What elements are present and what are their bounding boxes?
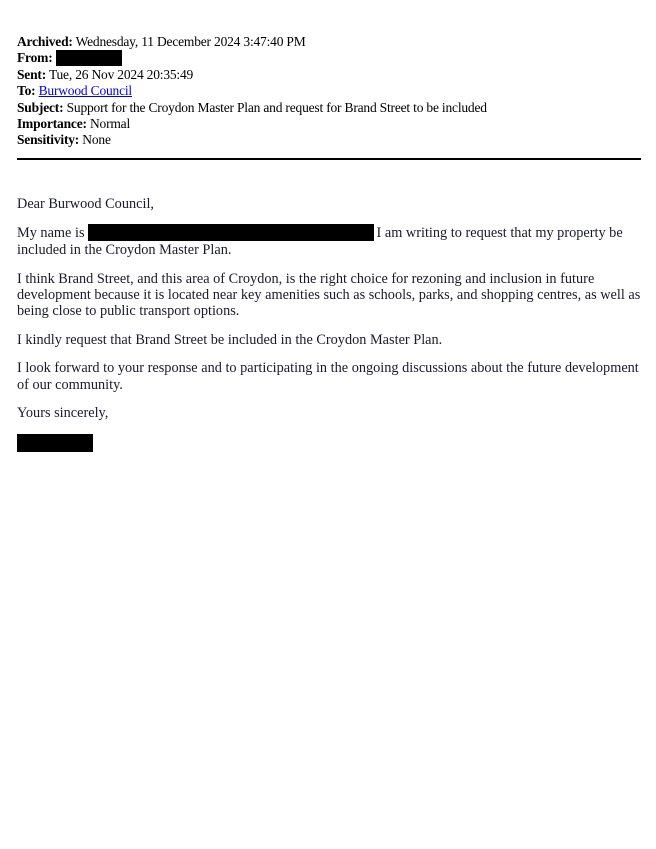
- paragraph-request: I kindly request that Brand Street be included in the Croydon Master Plan.: [17, 331, 443, 348]
- importance-row: [17, 116, 487, 132]
- sent-row: [17, 67, 487, 83]
- sent-label: Sent:: [17, 67, 46, 83]
- paragraph-reason: I think Brand Street, and this area of Croydon, is the right choice for rezoning and inclusion in future development because it is located near key amenities such as schools, parks, and shopping centres, as well as being close to public transport options.: [17, 270, 641, 320]
- header-divider: [17, 158, 641, 160]
- closing: Yours sincerely,: [17, 405, 109, 422]
- from-redaction: [56, 50, 122, 66]
- email-header: [17, 34, 487, 148]
- to-row: [17, 83, 487, 99]
- signature-redaction: [17, 434, 93, 452]
- intro-start: My name is: [17, 224, 85, 241]
- name-redaction: [88, 224, 374, 241]
- paragraph-intro: [17, 225, 643, 258]
- sent-value: Tue, 26 Nov 2024 20:35:49: [48, 67, 194, 83]
- importance-label: Importance:: [17, 115, 87, 131]
- intro-end: I am writing to request that my property be included in the Croydon Master Plan.: [17, 224, 623, 258]
- greeting: Dear Burwood Council,: [17, 196, 154, 212]
- to-label: To:: [17, 83, 36, 99]
- sensitivity-label: Sensitivity:: [17, 131, 80, 147]
- importance-value: Normal: [89, 115, 131, 131]
- subject-row: [17, 100, 487, 116]
- archived-value: Wednesday, 11 December 2024 3:47:40 PM: [75, 34, 306, 49]
- email-body: [17, 196, 643, 452]
- archived-row: [17, 34, 487, 50]
- subject-value: Support for the Croydon Master Plan and request for Brand Street to be included: [66, 99, 487, 115]
- from-label: From:: [17, 50, 53, 66]
- paragraph-closing-remark: I look forward to your response and to participating in the ongoing discussions about the future development of our community.: [17, 360, 639, 393]
- subject-label: Subject:: [17, 99, 64, 115]
- sensitivity-value: None: [82, 131, 111, 147]
- sensitivity-row: [17, 132, 487, 148]
- archived-label: Archived:: [17, 34, 73, 49]
- from-row: [17, 50, 487, 67]
- to-recipient-link[interactable]: Burwood Council: [38, 83, 132, 99]
